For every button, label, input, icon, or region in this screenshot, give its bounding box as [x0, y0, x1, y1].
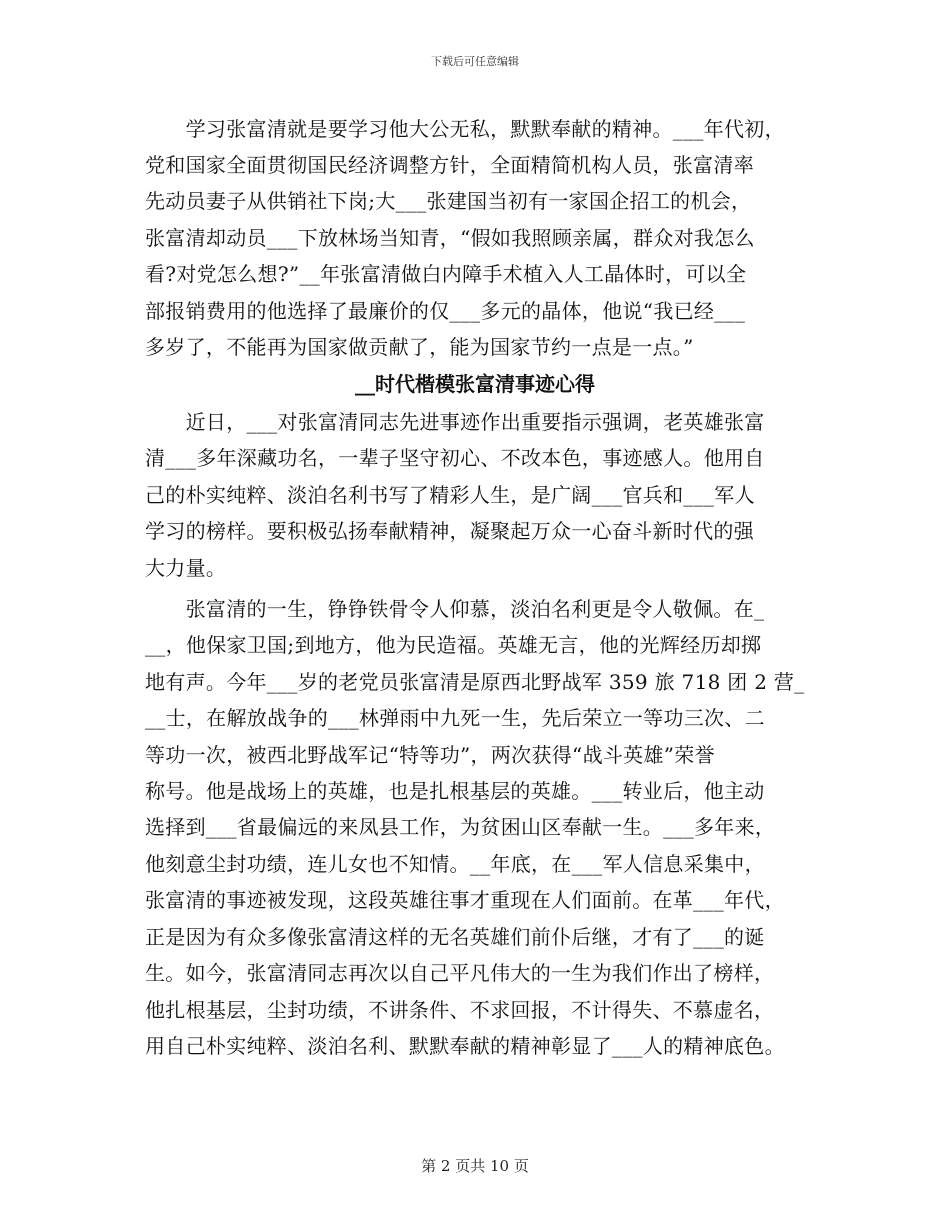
text-line: 地有声。今年___岁的老党员张富清是原西北野战军 359 旅 718 团 2 营_: [145, 670, 805, 694]
text-line: 己的朴实纯粹、淡泊名利书写了精彩人生，是广阔___官兵和___军人: [145, 483, 755, 507]
text-line: __士，在解放战争的___林弹雨中九死一生，先后荣立一等功三次、二: [145, 706, 765, 730]
text-line: 生。如今，张富清同志再次以自己平凡伟大的一生为我们作出了榜样，: [145, 961, 775, 985]
text-line: 近日，___对张富清同志先进事迹作出重要指示强调，老英雄张富: [145, 410, 765, 434]
section-title: __时代楷模张富清事迹心得: [355, 372, 595, 396]
text-line: 张富清却动员___下放林场当知青，“假如我照顾亲属，群众对我怎么: [145, 226, 755, 250]
text-line: 正是因为有众多像张富清这样的无名英雄们前仆后继，才有了___的诞: [145, 925, 765, 949]
text-line: 先动员妻子从供销社下岗;大___张建国当初有一家国企招工的机会，: [145, 189, 752, 213]
text-line: 张富清的一生，铮铮铁骨令人仰慕，淡泊名利更是令人敬佩。在_: [145, 597, 765, 621]
text-line: 选择到___省最偏远的来凤县工作，为贫困山区奉献一生。___多年来，: [145, 815, 776, 839]
text-line: 大力量。: [145, 556, 227, 580]
text-line: 清___多年深藏功名，一辈子坚守初心、不改本色，事迹感人。他用自: [145, 446, 765, 470]
text-line: 称号。他是战场上的英雄，也是扎根基层的英雄。___转业后，他主动: [145, 779, 765, 803]
text-line: 他刻意尘封功绩，连儿女也不知情。__年底，在___军人信息采集中，: [145, 852, 765, 876]
text-line: 用自己朴实纯粹、淡泊名利、默默奉献的精神彰显了___人的精神底色。: [145, 1034, 785, 1058]
text-line: 等功一次，被西北野战军记“特等功”，两次获得“战斗英雄”荣誉: [145, 743, 715, 767]
page-footer: 第 2 页共 10 页: [421, 1157, 529, 1175]
text-line: 他扎根基层，尘封功绩，不讲条件、不求回报，不计得失、不慕虚名，: [145, 998, 775, 1022]
text-line: 张富清的事迹被发现，这段英雄往事才重现在人们面前。在革___年代，: [145, 888, 785, 912]
page-header: 下载后可任意编辑: [431, 55, 519, 68]
text-line: 看?对党怎么想?”__年张富清做白内障手术植入人工晶体时，可以全: [145, 262, 747, 286]
text-line: 党和国家全面贯彻国民经济调整方针，全面精简机构人员，张富清率: [145, 153, 754, 177]
text-line: 部报销费用的他选择了最廉价的仅___多元的晶体，他说“我已经___: [145, 299, 746, 323]
text-line: 多岁了，不能再为国家做贡献了，能为国家节约一点是一点。”: [145, 335, 694, 359]
text-line: __，他保家卫国;到地方，他为民造福。英雄无言，他的光辉经历却掷: [145, 633, 762, 657]
text-line: 学习张富清就是要学习他大公无私，默默奉献的精神。___年代初，: [145, 117, 785, 141]
text-line: 学习的榜样。要积极弘扬奉献精神，凝聚起万众一心奋斗新时代的强: [145, 519, 754, 543]
